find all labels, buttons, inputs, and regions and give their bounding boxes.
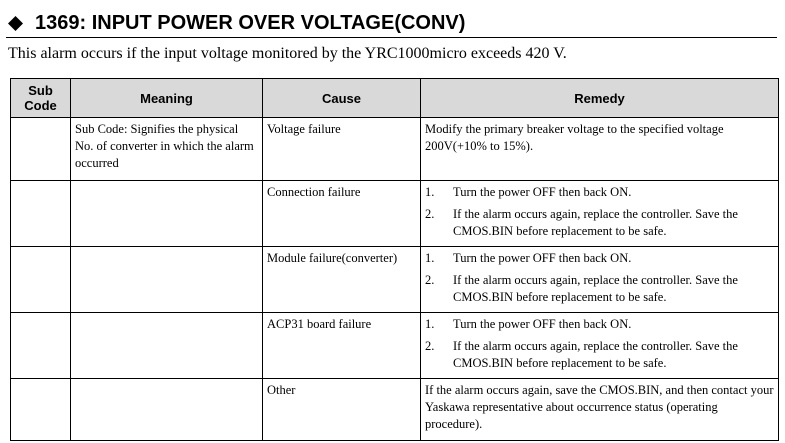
alarm-heading — [8, 7, 777, 39]
header-remedy: Remedy — [421, 79, 779, 118]
remedy-cell — [421, 247, 779, 313]
alarm-description: This alarm occurs if the input voltage monitored by the YRC1000micro exceeds 420 V. — [8, 45, 567, 62]
step-text: If the alarm occurs again, replace the controller. Save the CMOS.BIN before replacement to be safe. — [453, 339, 738, 370]
remedy-step — [425, 250, 774, 267]
table-header-row — [11, 79, 779, 118]
sub-code-cell — [11, 181, 71, 247]
table-row — [11, 379, 779, 441]
title-divider — [6, 37, 777, 38]
sub-code-cell — [11, 379, 71, 441]
meaning-cell — [71, 313, 263, 379]
sub-code-cell — [11, 118, 71, 181]
remedy-cell — [421, 313, 779, 379]
table-row — [11, 181, 779, 247]
step-text: Turn the power OFF then back ON. — [453, 251, 632, 265]
remedy-step — [425, 184, 774, 201]
step-text: If the alarm occurs again, replace the controller. Save the CMOS.BIN before replacement to be safe. — [453, 207, 738, 238]
diamond-bullet-icon — [8, 16, 23, 31]
remedy-step — [425, 316, 774, 333]
remedy-step — [425, 272, 774, 306]
meaning-cell — [71, 379, 263, 441]
table-row — [11, 313, 779, 379]
cause-cell: Voltage failure — [263, 118, 421, 181]
cause-cell: Other — [263, 379, 421, 441]
remedy-cell: If the alarm occurs again, save the CMOS.BIN, and then contact your Yaskawa representative about occurrence status (operating procedure). — [421, 379, 779, 441]
meaning-cell — [71, 247, 263, 313]
table-row — [11, 247, 779, 313]
step-number: 2. — [425, 273, 435, 287]
table-row — [11, 118, 779, 181]
cause-cell: ACP31 board failure — [263, 313, 421, 379]
step-text: Turn the power OFF then back ON. — [453, 317, 632, 331]
header-cause: Cause — [263, 79, 421, 118]
alarm-title: 1369: INPUT POWER OVER VOLTAGE(CONV) — [35, 11, 466, 34]
remedy-cell: Modify the primary breaker voltage to the specified voltage 200V(+10% to 15%). — [421, 118, 779, 181]
remedy-step — [425, 338, 774, 372]
meaning-cell — [71, 181, 263, 247]
sub-code-cell — [11, 313, 71, 379]
header-meaning: Meaning — [71, 79, 263, 118]
remedy-cell — [421, 181, 779, 247]
remedy-step — [425, 206, 774, 240]
header-sub-code: Sub Code — [11, 79, 71, 118]
cause-cell: Connection failure — [263, 181, 421, 247]
step-number: 2. — [425, 207, 435, 221]
cause-cell: Module failure(converter) — [263, 247, 421, 313]
step-text: If the alarm occurs again, replace the controller. Save the CMOS.BIN before replacement to be safe. — [453, 273, 738, 304]
alarm-table — [10, 78, 779, 441]
step-number: 2. — [425, 339, 435, 353]
step-text: Turn the power OFF then back ON. — [453, 185, 632, 199]
sub-code-cell — [11, 247, 71, 313]
step-number: 1. — [425, 251, 435, 265]
step-number: 1. — [425, 185, 435, 199]
step-number: 1. — [425, 317, 435, 331]
meaning-cell: Sub Code: Signifies the physical No. of converter in which the alarm occurred — [71, 118, 263, 181]
